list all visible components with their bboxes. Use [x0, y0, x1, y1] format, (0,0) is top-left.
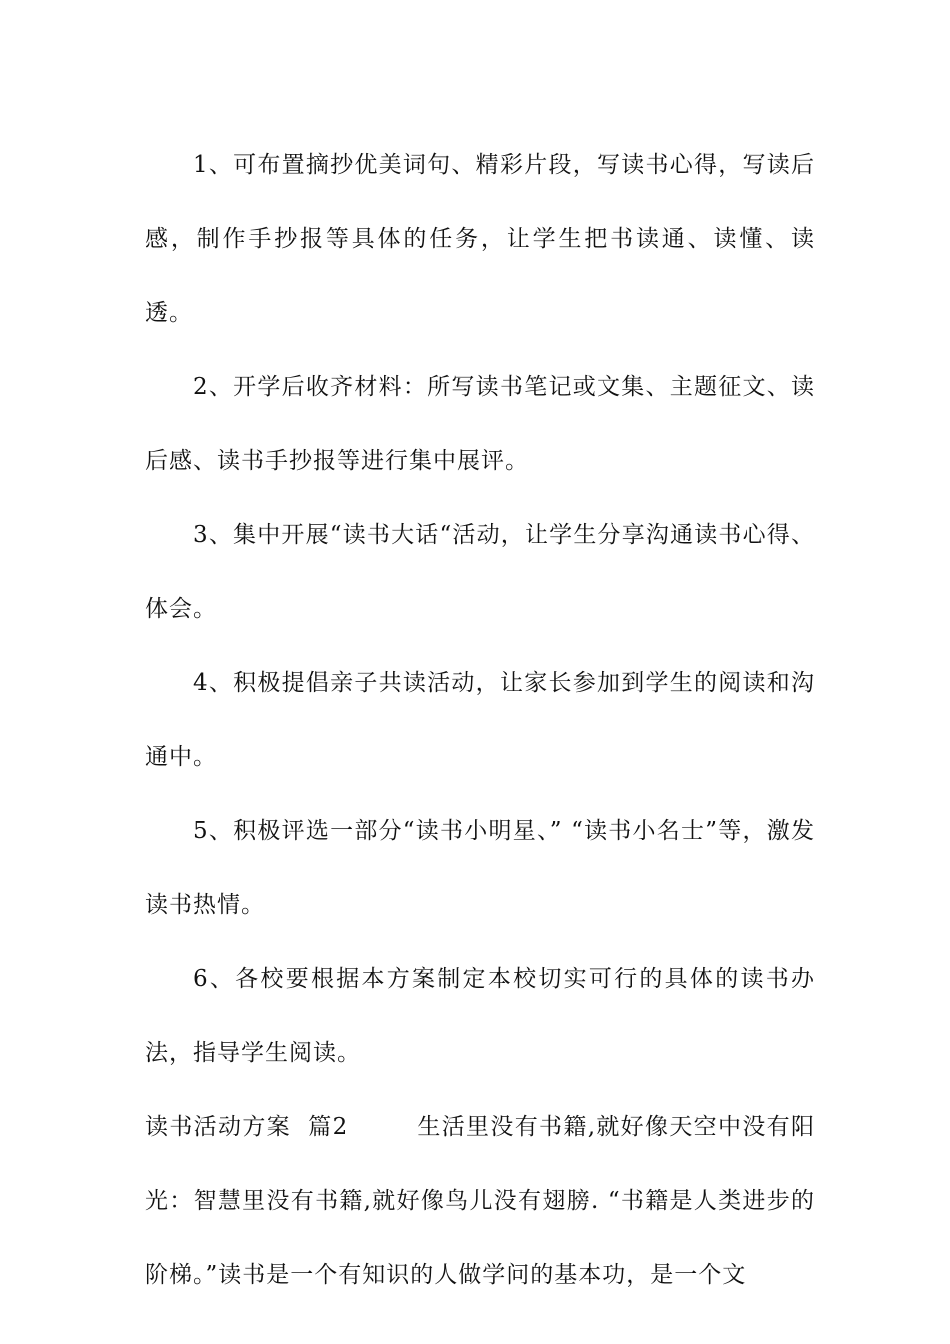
section-2-paragraph — [145, 1090, 815, 1312]
list-item-2: 2、开学后收齐材料：所写读书笔记或文集、主题征文、读后感、读书手抄报等进行集中展评。 — [145, 374, 815, 474]
list-item-4: 4、积极提倡亲子共读活动，让家长参加到学生的阅读和沟通中。 — [145, 670, 815, 770]
list-item-6: 6、各校要根据本方案制定本校切实可行的具体的读书办法，指导学生阅读。 — [145, 966, 815, 1066]
document-body — [145, 128, 815, 1312]
section-2-title: 读书活动方案 篇2 — [145, 1114, 349, 1140]
list-item-3: 3、集中开展“读书大话“活动，让学生分享沟通读书心得、体会。 — [145, 522, 815, 622]
list-item-5: 5、积极评选一部分“读书小明星、” “读书小名士”等，激发读书热情。 — [145, 818, 815, 918]
section-2-text: 生活里没有书籍,就好像天空中没有阳光：智慧里没有书籍,就好像鸟儿没有翅膀. “书籍是人类进步的阶梯。”读书是一个有知识的人做学问的基本功，是一个文 — [145, 1114, 815, 1288]
list-item-1: 1、可布置摘抄优美词句、精彩片段，写读书心得，写读后感，制作手抄报等具体的任务，让学生把书读通、读懂、读透。 — [145, 152, 815, 326]
